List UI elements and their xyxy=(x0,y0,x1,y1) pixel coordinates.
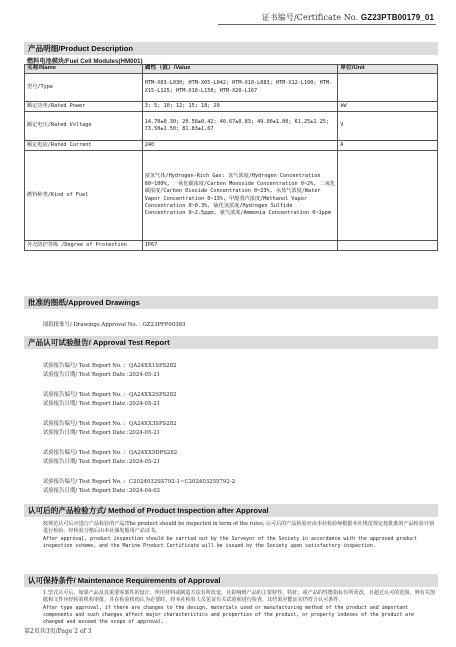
test-report-date-label: 试验报告日期/ Test Report Date : xyxy=(43,372,129,378)
row-name: 型号/Type xyxy=(25,74,143,102)
row-name: 额定电流/Rated Current xyxy=(25,141,143,151)
test-report-no xyxy=(43,361,177,369)
test-report-date-value: 2024-05-21 xyxy=(129,430,161,436)
test-report-date-label: 试验报告日期/ Test Report Date : xyxy=(43,459,129,465)
test-report-no-label: 试验报告编号/ Test Report No. : xyxy=(43,363,126,369)
test-report-date-label: 试验报告日期/ Test Report Date : xyxy=(43,401,129,407)
col-name-header: 名称/Name xyxy=(25,65,143,74)
inspection-text-cn: 按规范认可后应进行产品检验的产品/The product should be inspected in term of the rules; 认可后的产品检验应由本社检验师根据本社规范规定按批准的产品检验计划进行检验，经检验合格后由本社颁发船用产品证书。 xyxy=(43,521,435,535)
row-unit: kW xyxy=(338,102,438,112)
row-name: 额定功率/Rated Power xyxy=(25,102,143,112)
test-report-no-label: 试验报告编号/ Test Report No. : xyxy=(43,421,126,427)
inspection-text xyxy=(43,521,435,550)
test-report-no xyxy=(43,448,177,456)
table-row xyxy=(25,74,438,102)
row-name: 额定电压/Rated Voltage xyxy=(25,112,143,141)
inspection-section-title: 认可后的产品检验方式/ Method of Product Inspection after Approval xyxy=(24,504,438,517)
table-row xyxy=(25,102,438,112)
maintenance-text xyxy=(43,590,435,626)
cert-label: 证书编号/Certificate No. xyxy=(261,13,359,22)
row-value: IP67 xyxy=(142,241,338,251)
table-header-row xyxy=(25,65,438,74)
drawing-approval-number: GZ23PFP00383 xyxy=(142,322,186,328)
test-report-date-value: 2024-05-21 xyxy=(129,459,161,465)
test-report-no-value: C2024032SS792-1~C202403255792-2 xyxy=(129,479,236,485)
test-report-date-value: 2024-05-21 xyxy=(129,372,161,378)
row-name: 外壳防护等级 /Degree of Protection xyxy=(25,241,143,251)
test-report-no-value: QA24XX1SPS282 xyxy=(129,363,177,369)
certificate-number xyxy=(262,12,434,23)
spec-table xyxy=(24,64,438,251)
table-row xyxy=(25,112,438,141)
page-number: 第2页共3页/Page 2 of 3 xyxy=(24,628,92,635)
drawing-approval-line xyxy=(43,320,186,328)
test-report-no-label: 试验报告编号/ Test Report No. : xyxy=(43,450,126,456)
test-report-no-value: QA24XX2SPS282 xyxy=(129,392,177,398)
test-report-date xyxy=(43,428,160,436)
inspection-text-en: After approval, product inspection should be carried out by the Surveyor of the Society in accordance with the approved product inspection scheme, and the Marine Product Certificate will be issued by the Society upon satisfactory inspection. xyxy=(43,535,417,549)
col-unit-header: 单位/Unit xyxy=(338,65,438,74)
test-report-no-label: 试验报告编号/ Test Report No. : xyxy=(43,479,126,485)
row-unit xyxy=(338,151,438,241)
test-report-date xyxy=(43,457,160,465)
product-section-title: 产品明细/Product Description xyxy=(24,42,438,55)
row-unit: A xyxy=(338,141,438,151)
maintenance-section-title: 认可保持条件/ Maintenance Requirements of Approval xyxy=(24,574,438,587)
maintenance-text-cn: 1.型式认可后，如果产品及其重要零部件的设计、所用材料或制造方法有所改变，且影响到产品的主要特性、特征；或产品的性能指标有所更改，且超过认可的范围，则有关图纸和文件应经检验机构审批，并在检验机构认为必要时，经本社检验人员见证有关试验和进行检查，其结果应能证实仍符合认可条件。 xyxy=(43,590,435,604)
row-value: 富氢气体/Hydrogen-Rich Gas: 氢气浓度/Hydrogen Concentration 60~100%, 一氧化碳浓度/Carbon Monoxide Concentration 0~2%, 二氧化碳浓度/Carbon Dioxide Concentration 0~23%, 水蒸气浓度/Water Vapor Concentration 0~13%, 甲醇蒸汽浓度/Methanol Vapor Concentration 0~0.3%, 硫化氢浓度/Hydrogen Sulfide Concentration 0~2.5ppm, 氨气浓度/Ammonia Concentration 0~1ppm xyxy=(142,151,338,241)
test-report-date-value: 2024-05-21 xyxy=(129,401,161,407)
test-report-date-value: 2024-04-02 xyxy=(129,488,161,494)
table-row xyxy=(25,151,438,241)
row-name: 燃料种类/Kind of Fuel xyxy=(25,151,143,241)
test-report-date-label: 试验报告日期/ Test Report Date : xyxy=(43,488,129,494)
test-report-date xyxy=(43,370,160,378)
row-unit: V xyxy=(338,112,438,141)
test-report-section-title: 产品认可试验报告/ Approval Test Report xyxy=(24,336,438,349)
drawings-section-title: 批准的图纸/Approved Drawings xyxy=(24,296,438,309)
test-report-date xyxy=(43,486,160,494)
cert-number: GZ23PTB00179_01 xyxy=(360,13,434,22)
test-report-date xyxy=(43,399,160,407)
test-report-no-value: QA24XX5DPS282 xyxy=(129,450,178,456)
test-report-no xyxy=(43,419,177,427)
row-value: 14.70±0.30; 20.58±0.42; 40.67±0.83; 49.00±1.00; 61.25±1.25; 73.50±1.50; 81.83±1.67 xyxy=(142,112,338,141)
test-report-no-label: 试验报告编号/ Test Report No. : xyxy=(43,392,126,398)
table-row xyxy=(25,141,438,151)
col-value-header: 属性（值）/Value xyxy=(142,65,338,74)
row-value: 240 xyxy=(142,141,338,151)
test-report-no xyxy=(43,477,235,485)
test-report-no xyxy=(43,390,177,398)
test-report-no-value: QA24XX3SPS282 xyxy=(129,421,177,427)
row-value: 3; 5; 10; 12; 15; 18; 20 xyxy=(142,102,338,112)
maintenance-text-en: After type approval, if there are changes to the design, materials used or manufacturing method of the product and important components and such changes affect major characteristics and properties of the product, or property indexes of the product are changed and exceed the scope of approval, xyxy=(43,604,414,626)
row-unit xyxy=(338,241,438,251)
test-report-date-label: 试验报告日期/ Test Report Date : xyxy=(43,430,129,436)
drawing-approval-label: 图纸批准号/ Drawings Approval No. : xyxy=(43,322,141,328)
table-row xyxy=(25,241,438,251)
row-value: HTM-X03-L030; HTM-X05-L042; HTM-X10-L083; HTM-X12-L100; HTM-X15-L125; HTM-X18-L150; HTM-X20-L167 xyxy=(142,74,338,102)
row-unit xyxy=(338,74,438,102)
header-rule xyxy=(218,24,436,25)
module-title: 燃料电池模块/Fuel Cell Modules(HM001) xyxy=(27,58,143,65)
